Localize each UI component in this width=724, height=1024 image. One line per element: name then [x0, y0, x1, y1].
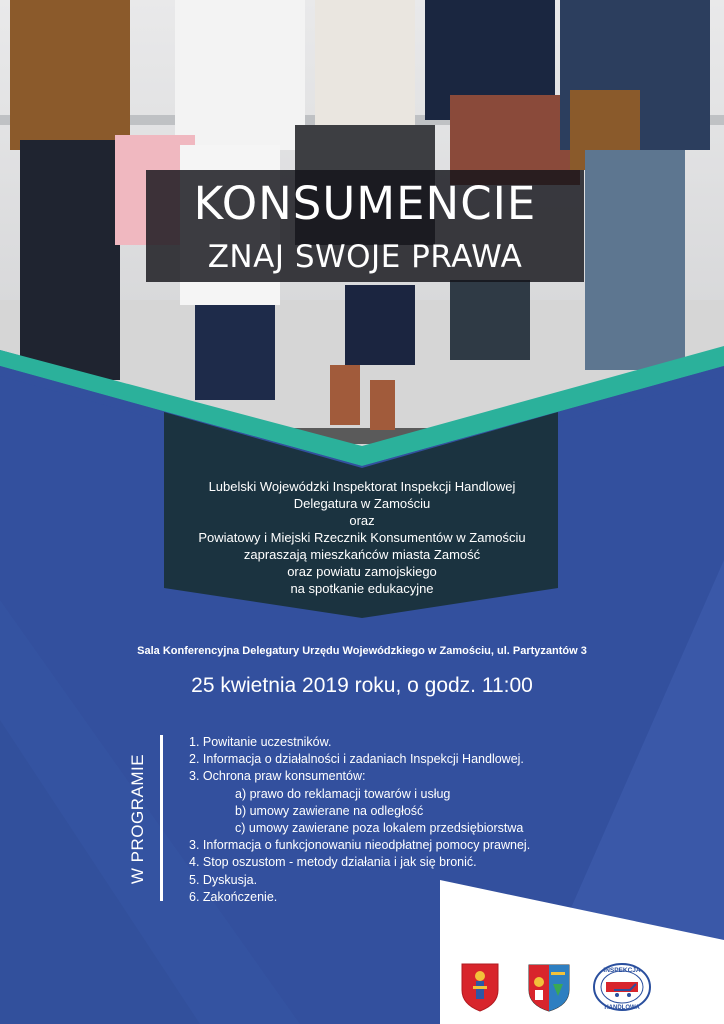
- program-subitem: a) prawo do reklamacji towarów i usług: [235, 786, 451, 801]
- organizer-line: Delegatura w Zamościu: [293, 496, 431, 511]
- logo-text-top: INSPEKCJA: [603, 967, 641, 974]
- inspekcja-handlowa-logo-text: [592, 962, 652, 1012]
- program-item: 4. Stop oszustom - metody działania i jak się bronić.: [189, 855, 477, 870]
- organizer-line: na spotkanie edukacyjne: [290, 581, 434, 596]
- program-subitem: b) umowy zawierane na odległość: [235, 803, 424, 818]
- program-label: [118, 740, 158, 898]
- organizer-line: oraz: [349, 513, 375, 528]
- program-subitem: c) umowy zawierane poza lokalem przedsiębiorstwa: [235, 821, 524, 836]
- logo-text-bottom: HANDLOWA: [604, 1005, 640, 1011]
- organizer-line: oraz powiatu zamojskiego: [287, 564, 437, 579]
- program-list: [189, 734, 530, 906]
- organizer-line: zapraszają mieszkańców miasta Zamość: [243, 547, 481, 562]
- program-item: 1. Powitanie uczestników.: [189, 735, 332, 749]
- zamojski-county-coat-of-arms-icon: [527, 962, 571, 1012]
- zamosc-coat-of-arms-icon: [460, 960, 500, 1012]
- title-line-1: KONSUMENCIE: [193, 177, 537, 230]
- program-item: 3. Informacja o funkcjonowaniu nieodpłatnej pomocy prawnej.: [189, 838, 531, 853]
- program-item: 6. Zakończenie.: [189, 889, 278, 904]
- program-divider: [160, 735, 163, 901]
- organizers-text: [168, 478, 556, 597]
- organizer-line: Powiatowy i Miejski Rzecznik Konsumentów w Zamościu: [198, 530, 526, 545]
- title-line-2: ZNAJ SWOJE PRAWA: [207, 239, 523, 275]
- organizer-line: Lubelski Wojewódzki Inspektorat Inspekcji Handlowej: [208, 479, 516, 494]
- event-date: 25 kwietnia 2019 roku, o godz. 11:00: [191, 674, 533, 697]
- program-item: 2. Informacja o działalności i zadaniach Inspekcji Handlowej.: [189, 752, 524, 767]
- venue-text: Sala Konferencyjna Delegatury Urzędu Wojewódzkiego w Zamościu, ul. Partyzantów 3: [137, 645, 587, 657]
- program-label-text: W PROGRAMIE: [128, 753, 147, 885]
- program-item: 5. Dyskusja.: [189, 872, 258, 887]
- program-item: 3. Ochrona praw konsumentów:: [189, 769, 366, 784]
